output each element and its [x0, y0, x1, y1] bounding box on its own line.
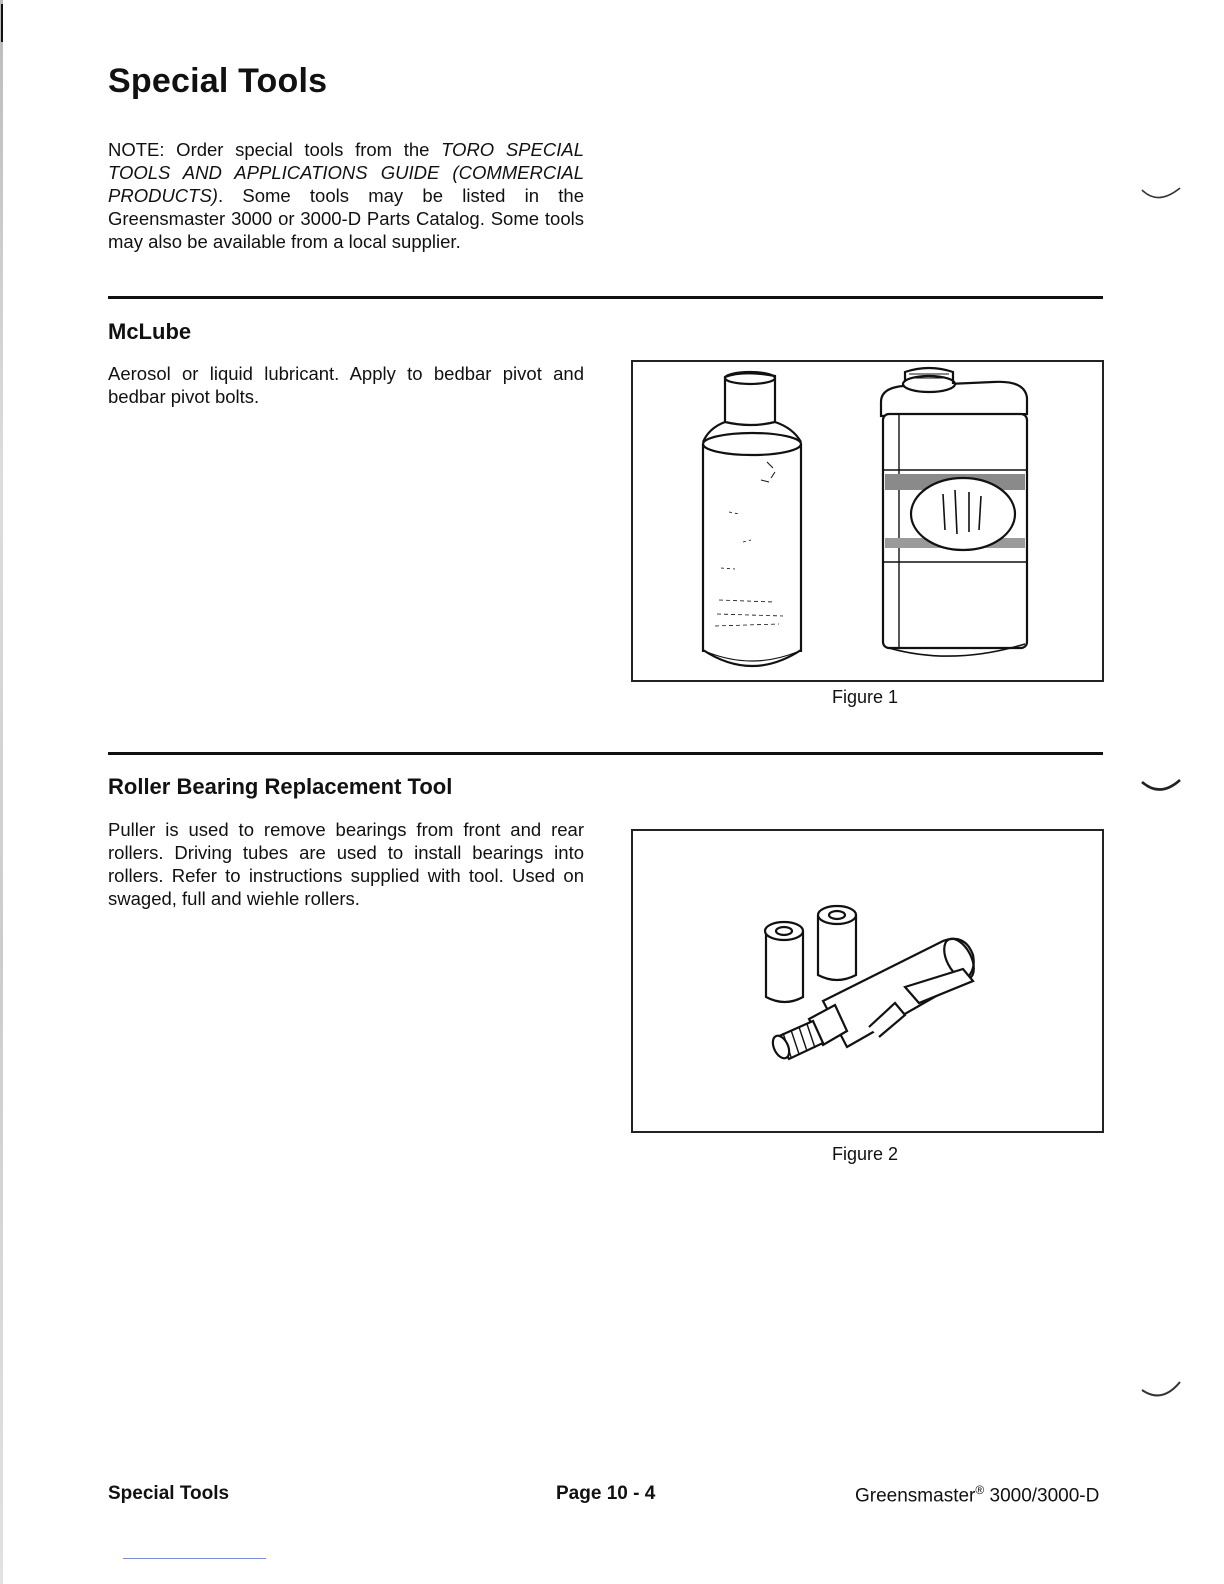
scan-artifact-line	[123, 1558, 266, 1559]
section-divider	[108, 752, 1103, 755]
footer-product-suffix: 3000/3000-D	[984, 1485, 1100, 1507]
section-divider	[108, 296, 1103, 299]
section-body-mclube: Aerosol or liquid lubricant. Apply to bedbar pivot and bedbar pivot bolts.	[108, 363, 584, 407]
scan-edge	[0, 0, 3, 1584]
note-prefix: NOTE: Order special tools from the	[108, 139, 442, 160]
margin-mark	[1140, 776, 1184, 800]
section-heading-mclube: McLube	[108, 319, 192, 344]
mclube-illustration	[633, 362, 1102, 680]
margin-mark	[1140, 1380, 1184, 1404]
page-title: Special Tools	[108, 62, 328, 100]
figure-2-box	[631, 829, 1104, 1133]
section-heading-roller-bearing: Roller Bearing Replacement Tool	[108, 774, 453, 799]
footer-product-name	[855, 1483, 1099, 1507]
footer-page-number: Page 10 - 4	[556, 1483, 656, 1504]
aerosol-can-icon	[703, 372, 801, 666]
intro-note	[108, 138, 584, 253]
scan-edge-mark	[1, 4, 3, 42]
note-suffix: . Some tools may be listed in the Greensmaster 3000 or 3000-D Parts Catalog. Some tools may also be available from a local supplier.	[108, 185, 584, 252]
footer-product-prefix: Greensmaster	[855, 1485, 976, 1507]
registered-mark: ®	[975, 1483, 985, 1497]
bearing-tool-illustration	[633, 831, 1102, 1131]
bearing-puller-icon	[765, 906, 980, 1061]
figure-1-caption: Figure 1	[832, 687, 899, 707]
margin-mark	[1140, 184, 1184, 208]
figure-2-caption: Figure 2	[832, 1144, 899, 1164]
guide-name: TORO SPECIAL TOOLS AND APPLICATIONS GUIDE (COMMERCIAL PRODUCTS)	[108, 139, 584, 206]
figure-1-box	[631, 360, 1104, 682]
footer-section-name: Special Tools	[108, 1483, 230, 1504]
liquid-tin-icon	[881, 368, 1027, 656]
section-body-roller-bearing: Puller is used to remove bearings from front and rear rollers. Driving tubes are used to install bearings into rollers. Refer to instructions supplied with tool. Used on swaged, full and wiehle rollers.	[108, 819, 584, 909]
